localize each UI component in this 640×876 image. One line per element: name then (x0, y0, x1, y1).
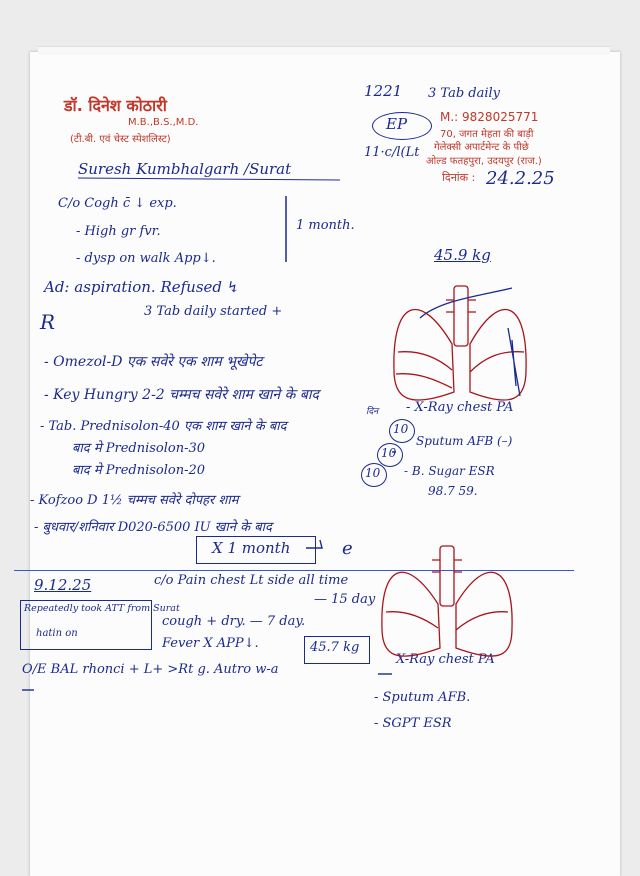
day-count-3: 10 (365, 466, 381, 480)
address-line-2: गेलेक्सी अपार्टमेन्ट के पीछे (434, 142, 529, 153)
patient-underline (78, 178, 340, 180)
complaint-duration: 1 month. (296, 218, 355, 233)
followup-text: X 1 month (212, 539, 291, 557)
rx-symbol: R (40, 310, 56, 334)
inv2-sputum: - Sputum AFB. (374, 690, 471, 705)
history-text: Repeatedly took ATT from Surat (24, 603, 180, 614)
dose-note-top: 3 Tab daily (428, 86, 501, 101)
date-label: दिनांक : (442, 171, 476, 184)
med-2: - Key Hungry 2-2 चम्मच सवेरे शाम खाने के बाद (44, 387, 319, 403)
visit1-date: 24.2.25 (486, 168, 555, 189)
med-6: - Kofzoo D 1½ चम्मच सवेरे दोपहर शाम (30, 493, 239, 508)
visit2-exam: O/E BAL rhonci + L+ >Rt g. Autro w-a (22, 662, 279, 677)
med-1: - Omezol-D एक सवेरे एक शाम भूखेपेट (44, 354, 263, 370)
complaint-2: - High gr fvr. (76, 224, 161, 239)
inv2-xray: X-Ray chest PA (396, 652, 495, 667)
ep-note: 11·c/l(Lt (364, 145, 420, 160)
day-count-1: 10 (393, 422, 409, 436)
inv1-sugar-esr: - B. Sugar ESR (404, 464, 495, 478)
trachea-lower (440, 546, 454, 606)
reg-number: 1221 (364, 82, 403, 100)
inv1-sputum: Sputum AFB (–) (416, 434, 513, 448)
trachea-rings-lower (432, 560, 462, 572)
doctor-name: डॉ. दिनेश कोठारी (64, 96, 167, 115)
left-lung-fissure-lower (456, 612, 508, 630)
history-text-2: hatin on (36, 628, 78, 639)
complaint-3: - dysp on walk App↓. (76, 251, 216, 266)
med-4: बाद मे Prednisolon-30 (72, 441, 206, 456)
weight-visit1: 45.9 kg (434, 246, 491, 264)
lung-shading (508, 328, 520, 396)
med-7: - बुधवार/शनिवार D020-6500 IU खाने के बाद (34, 520, 272, 535)
patient-name: Suresh Kumbhalgarh /Surat (78, 160, 292, 178)
right-lung-fissures-upper (396, 352, 452, 388)
visit2-complaint: c/o Pain chest Lt side all time (154, 573, 349, 588)
rx-started-line: 3 Tab daily started + (144, 304, 283, 319)
visit2-complaint-duration: — 15 day (314, 592, 376, 607)
lung-diagram-upper (394, 286, 526, 400)
followup-hook (306, 540, 322, 548)
right-lung-fissure-lower (386, 612, 438, 628)
left-lung-fissure-upper (470, 352, 524, 372)
address-line-3: ओल्ड फतहपुरा, उदयपुर (राज.) (426, 156, 542, 167)
doctor-mobile: M.: 9828025771 (440, 110, 539, 124)
lung-diagram-lower (382, 546, 512, 656)
visit1-signature: e (342, 538, 353, 559)
inv1-values: 98.7 59. (428, 484, 478, 498)
med-5: बाद मे Prednisolon-20 (72, 463, 206, 478)
doctor-degree: M.B.,B.S.,M.D. (128, 117, 199, 128)
day-count-2: 10 (381, 446, 397, 460)
weight-visit2: 45.7 kg (310, 640, 360, 655)
advice-line: Ad: aspiration. Refused ↯ (44, 278, 240, 296)
doctor-specialty: (टी.बी. एवं चेस्ट स्पेशलिस्ट) (70, 134, 171, 145)
trachea-upper (454, 286, 468, 346)
visit2-date: 9.12.25 (34, 576, 92, 594)
inv2-sgpt-esr: - SGPT ESR (374, 716, 452, 731)
visit2-fever: Fever X APP↓. (162, 636, 259, 651)
inv1-xray: - X-Ray chest PA (406, 400, 514, 415)
complaint-1: C/o Cogh c̄ ↓ exp. (58, 196, 177, 211)
days-hindi-note: दिन (366, 407, 379, 417)
ep-label: EP (386, 115, 408, 133)
lung-arrow-upper (420, 288, 512, 318)
visit2-cough: cough + dry. — 7 day. (162, 614, 306, 629)
address-line-1: 70, जगत मेहता की बाड़ी (440, 129, 534, 140)
med-3: - Tab. Prednisolon-40 एक शाम खाने के बाद (40, 419, 287, 434)
